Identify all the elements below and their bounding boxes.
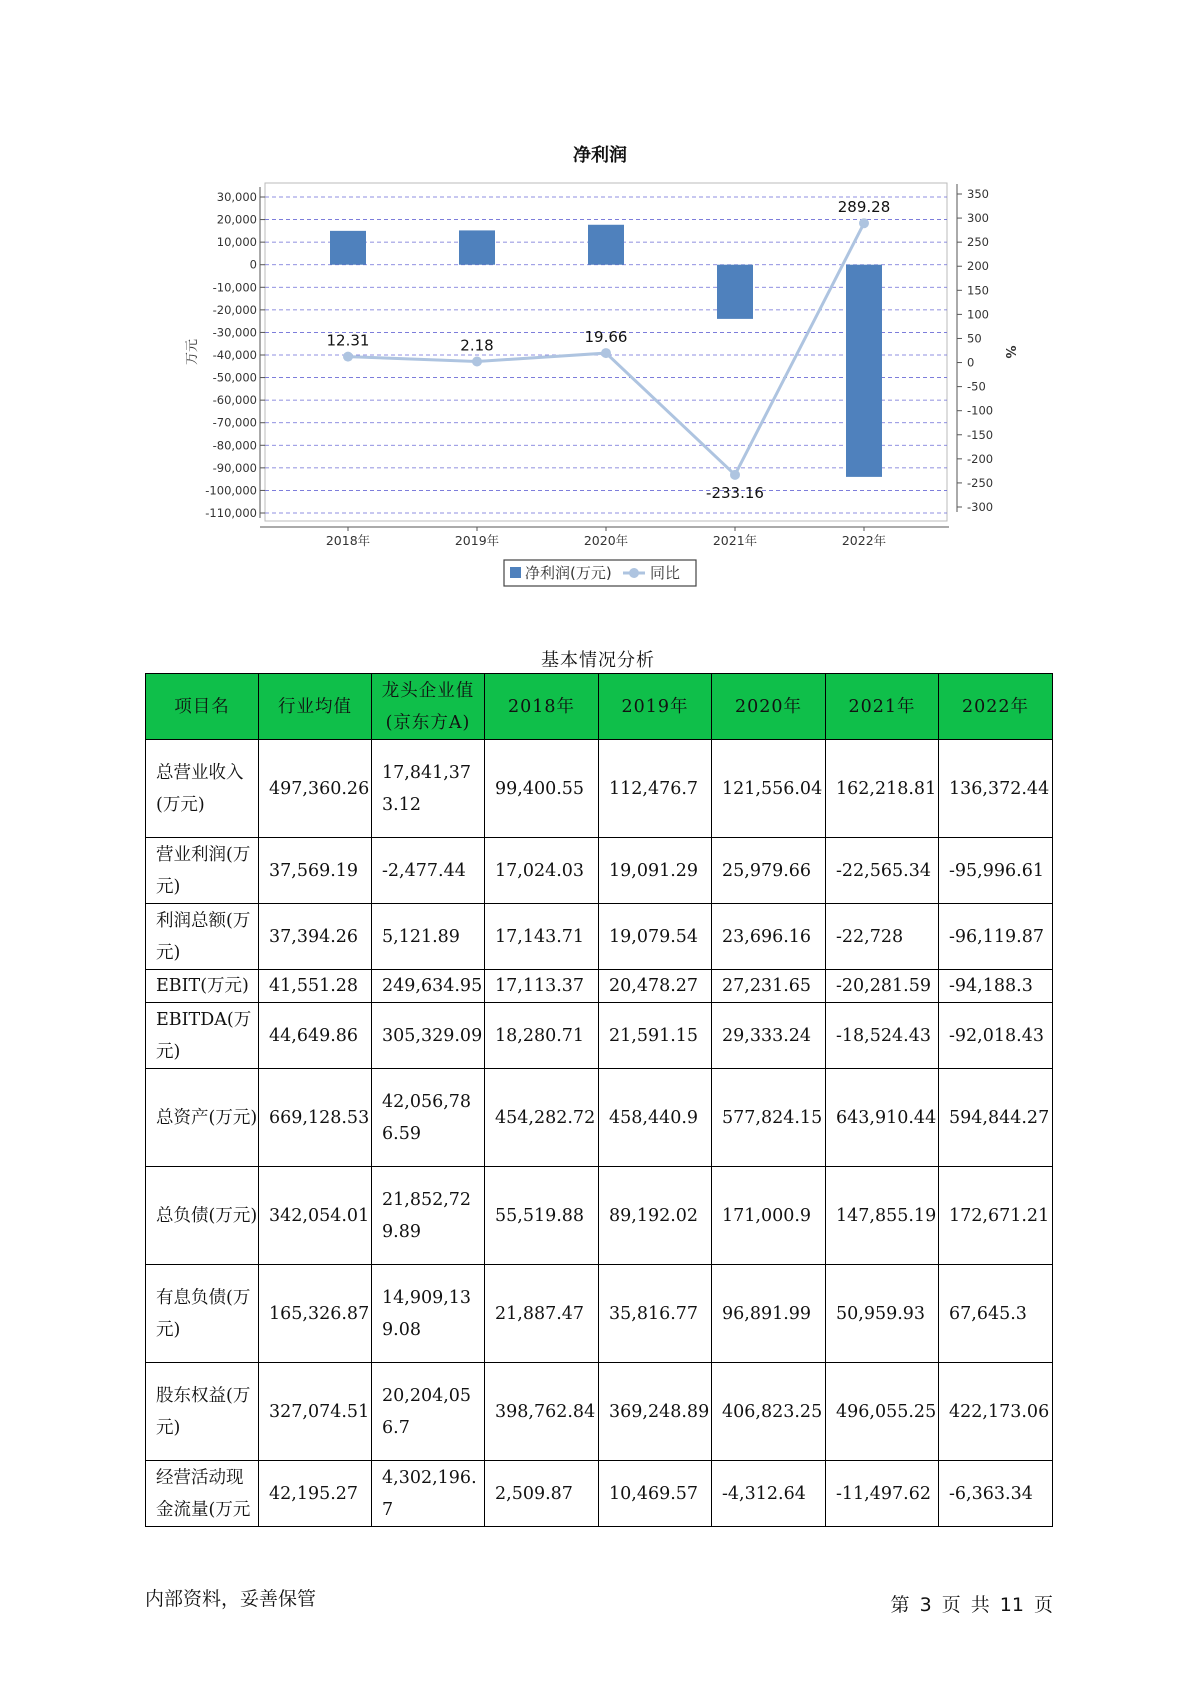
y2-tick-label: -250 [967, 475, 994, 490]
table-cell: 21,852,729.89 [372, 1167, 485, 1265]
left-axis [205, 187, 265, 520]
y-tick-label: 20,000 [216, 212, 257, 227]
table-row [146, 1461, 1053, 1527]
y-tick-label: 30,000 [216, 190, 257, 204]
y2-tick-label: 200 [967, 259, 989, 274]
table-caption: 基本情况分析 [541, 650, 655, 671]
y2-tick-label: 100 [967, 307, 989, 322]
table-cell: -96,119.87 [939, 904, 1053, 970]
y-tick-label: -70,000 [212, 415, 257, 430]
yoy-data-label: 12.31 [326, 331, 370, 350]
y2-tick-label: -200 [967, 451, 994, 466]
table-cell: 165,326.87 [259, 1265, 372, 1363]
table-cell: 17,113.37 [485, 970, 599, 1003]
table-row [146, 1003, 1053, 1069]
y2-tick-label: 50 [967, 331, 982, 346]
y2-axis-label: % [1002, 345, 1017, 359]
table-cell: -11,497.62 [826, 1461, 939, 1527]
table-cell: 594,844.27 [939, 1069, 1053, 1167]
yoy-point [730, 470, 740, 480]
table-cell: 96,891.99 [712, 1265, 826, 1363]
table-cell: 29,333.24 [712, 1003, 826, 1069]
y2-tick-label: -100 [967, 403, 994, 418]
table-cell: 42,195.27 [259, 1461, 372, 1527]
legend [504, 560, 696, 586]
table-cell: 89,192.02 [599, 1167, 712, 1265]
table-cell: 5,121.89 [372, 904, 485, 970]
yoy-point [343, 352, 353, 362]
row-label: EBITDA(万元) [146, 1003, 259, 1069]
table-cell: -18,524.43 [826, 1003, 939, 1069]
header-2018: 2018年 [485, 674, 599, 740]
table-row [146, 740, 1053, 838]
yoy-point [472, 356, 482, 366]
legend-line-marker [629, 568, 639, 578]
y-tick-label: -20,000 [212, 302, 257, 317]
table-cell: 305,329.09 [372, 1003, 485, 1069]
header-leader-value: 龙头企业值(京东方A) [372, 674, 485, 740]
y-tick-label: -100,000 [205, 483, 257, 498]
table-cell: -22,565.34 [826, 838, 939, 904]
yoy-data-label: 19.66 [584, 328, 628, 347]
table-cell: 406,823.25 [712, 1363, 826, 1461]
table-cell: 55,519.88 [485, 1167, 599, 1265]
table-cell: 67,645.3 [939, 1265, 1053, 1363]
table-cell: -92,018.43 [939, 1003, 1053, 1069]
table-cell: 99,400.55 [485, 740, 599, 838]
table-cell: 35,816.77 [599, 1265, 712, 1363]
y-axis-label: 万元 [185, 338, 200, 366]
table-cell: 172,671.21 [939, 1167, 1053, 1265]
net-profit-bar [330, 231, 366, 265]
table-cell: -94,188.3 [939, 970, 1053, 1003]
table-cell: 17,024.03 [485, 838, 599, 904]
table-cell: 50,959.93 [826, 1265, 939, 1363]
y-tick-label: 0 [249, 257, 257, 272]
right-axis [957, 184, 993, 514]
header-2019: 2019年 [599, 674, 712, 740]
y-tick-label: 10,000 [216, 235, 257, 250]
legend-line-label: 同比 [650, 564, 681, 582]
yoy-data-label: 289.28 [837, 198, 891, 217]
y-tick-label: -10,000 [212, 280, 257, 295]
table-cell: 17,143.71 [485, 904, 599, 970]
header-industry-average: 行业均值 [259, 674, 372, 740]
table-row [146, 1265, 1053, 1363]
table-cell: -6,363.34 [939, 1461, 1053, 1527]
table-cell: 20,204,056.7 [372, 1363, 485, 1461]
table-cell: 171,000.9 [712, 1167, 826, 1265]
yoy-data-label: -233.16 [706, 483, 764, 502]
row-label: 总负债(万元) [146, 1167, 259, 1265]
x-tick-label: 2019年 [454, 533, 500, 548]
y-tick-label: -90,000 [212, 460, 257, 475]
table-cell: 147,855.19 [826, 1167, 939, 1265]
y2-tick-label: 350 [967, 187, 989, 201]
y2-tick-label: -150 [967, 427, 994, 442]
table-cell: 27,231.65 [712, 970, 826, 1003]
table-cell: 20,478.27 [599, 970, 712, 1003]
y-tick-label: -40,000 [212, 348, 257, 362]
header-2022: 2022年 [939, 674, 1053, 740]
table-cell: 14,909,139.08 [372, 1265, 485, 1363]
y-tick-label: -80,000 [212, 438, 257, 453]
table-cell: 10,469.57 [599, 1461, 712, 1527]
x-tick-label: 2022年 [841, 533, 887, 548]
row-label: 经营活动现金流量(万元 [146, 1461, 259, 1527]
table-cell: 458,440.9 [599, 1069, 712, 1167]
y2-tick-label: -50 [967, 379, 986, 394]
y2-tick-label: 150 [967, 283, 989, 298]
legend-bar-swatch [510, 567, 521, 578]
table-cell: 37,569.19 [259, 838, 372, 904]
table-row [146, 970, 1053, 1003]
header-2021: 2021年 [826, 674, 939, 740]
table-cell: 37,394.26 [259, 904, 372, 970]
x-tick-label: 2018年 [325, 533, 371, 548]
table-cell: 136,372.44 [939, 740, 1053, 838]
table-cell: 497,360.26 [259, 740, 372, 838]
header-item-name: 项目名 [146, 674, 259, 740]
table-cell: 21,591.15 [599, 1003, 712, 1069]
chart-title: 净利润 [573, 145, 627, 166]
net-profit-bar [588, 225, 624, 265]
table-cell: 19,079.54 [599, 904, 712, 970]
table-cell: 327,074.51 [259, 1363, 372, 1461]
table-cell: 121,556.04 [712, 740, 826, 838]
x-axis [260, 527, 949, 548]
table-cell: 44,649.86 [259, 1003, 372, 1069]
table-cell: -20,281.59 [826, 970, 939, 1003]
table-cell: 112,476.7 [599, 740, 712, 838]
table-cell: 398,762.84 [485, 1363, 599, 1461]
footer-page-number: 第 3 页 共 11 页 [890, 1594, 1053, 1616]
y-tick-label: -60,000 [212, 393, 257, 408]
table-row [146, 1363, 1053, 1461]
table-cell: -4,312.64 [712, 1461, 826, 1527]
row-label: 利润总额(万元) [146, 904, 259, 970]
row-label: 总营业收入(万元) [146, 740, 259, 838]
y-tick-label: -110,000 [205, 506, 257, 520]
yoy-point [601, 348, 611, 358]
y-tick-label: -30,000 [212, 325, 257, 340]
table-cell: 19,091.29 [599, 838, 712, 904]
table-cell: 18,280.71 [485, 1003, 599, 1069]
y2-tick-label: 300 [967, 211, 989, 226]
y2-tick-label: 0 [967, 355, 975, 370]
net-profit-bar [717, 265, 753, 319]
table-body [146, 740, 1053, 1527]
y-tick-label: -50,000 [212, 370, 257, 385]
table-cell: 643,910.44 [826, 1069, 939, 1167]
table-cell: 21,887.47 [485, 1265, 599, 1363]
header-2020: 2020年 [712, 674, 826, 740]
table-cell: 4,302,196.7 [372, 1461, 485, 1527]
yoy-data-label: 2.18 [460, 336, 494, 355]
table-row [146, 904, 1053, 970]
x-tick-label: 2020年 [583, 533, 629, 548]
table-cell: 669,128.53 [259, 1069, 372, 1167]
table-cell: -2,477.44 [372, 838, 485, 904]
table-cell: 41,551.28 [259, 970, 372, 1003]
net-profit-bar [459, 230, 495, 264]
table-cell: -22,728 [826, 904, 939, 970]
table-cell: 162,218.81 [826, 740, 939, 838]
table-cell: 2,509.87 [485, 1461, 599, 1527]
table-header [146, 674, 1053, 740]
net-profit-bar [846, 265, 882, 477]
table-cell: 422,173.06 [939, 1363, 1053, 1461]
footer-confidential-note: 内部资料，妥善保管 [145, 1588, 317, 1610]
table-cell: 249,634.95 [372, 970, 485, 1003]
table-cell: 369,248.89 [599, 1363, 712, 1461]
table-row [146, 838, 1053, 904]
row-label: 股东权益(万元) [146, 1363, 259, 1461]
y2-tick-label: 250 [967, 235, 989, 250]
table-cell: 496,055.25 [826, 1363, 939, 1461]
net-profit-chart [0, 0, 1191, 600]
y2-tick-label: -300 [967, 500, 994, 514]
table-cell: 25,979.66 [712, 838, 826, 904]
table-cell: 23,696.16 [712, 904, 826, 970]
table-cell: -95,996.61 [939, 838, 1053, 904]
table-row [146, 1069, 1053, 1167]
table-cell: 17,841,373.12 [372, 740, 485, 838]
row-label: 有息负债(万元) [146, 1265, 259, 1363]
yoy-point [859, 218, 869, 228]
row-label: 营业利润(万元) [146, 838, 259, 904]
table-cell: 454,282.72 [485, 1069, 599, 1167]
table-cell: 342,054.01 [259, 1167, 372, 1265]
row-label: EBIT(万元) [146, 970, 259, 1003]
basic-analysis-table [145, 673, 1053, 1527]
legend-bar-label: 净利润(万元) [525, 564, 612, 582]
table-cell: 577,824.15 [712, 1069, 826, 1167]
table-row [146, 1167, 1053, 1265]
table-cell: 42,056,786.59 [372, 1069, 485, 1167]
row-label: 总资产(万元) [146, 1069, 259, 1167]
x-tick-label: 2021年 [712, 533, 758, 548]
